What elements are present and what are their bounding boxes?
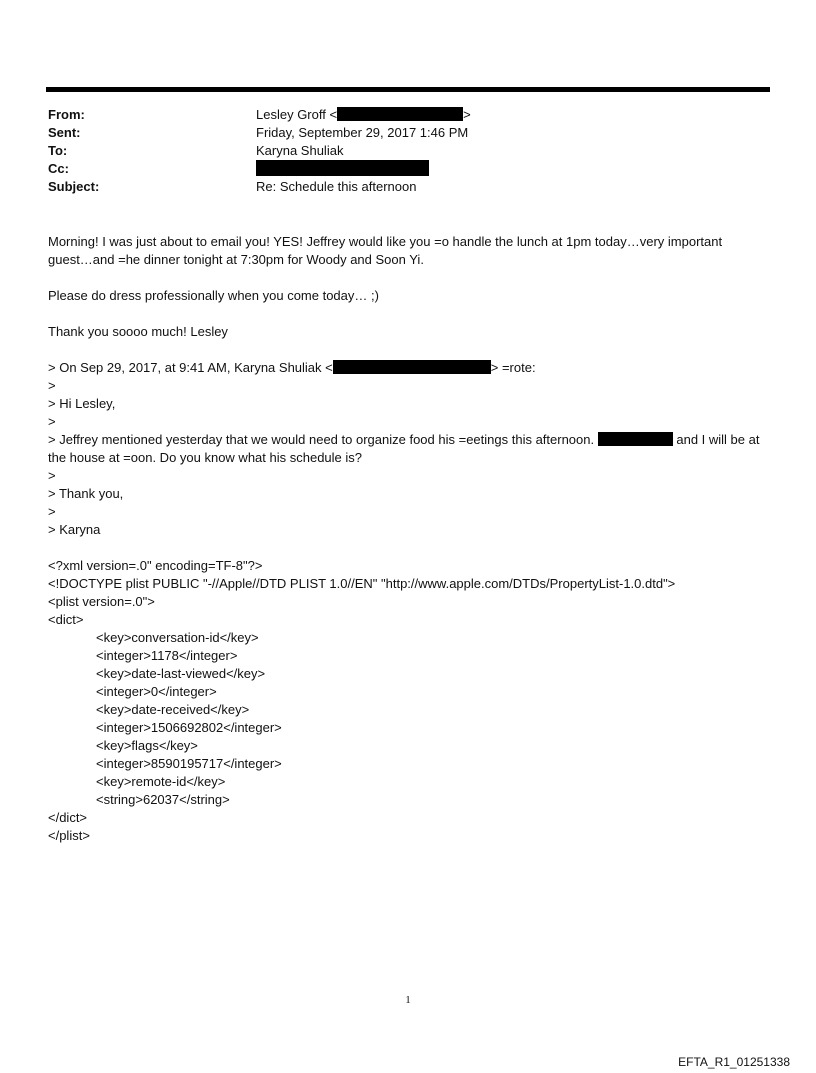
xml-line: <plist version=.0"> <box>48 594 155 609</box>
xml-line: <dict> <box>48 612 84 627</box>
quoted-line: > <box>48 378 56 393</box>
sent-label: Sent: <box>48 125 81 140</box>
body-paragraph: Thank you soooo much! Lesley <box>48 324 228 339</box>
quoted-line <box>48 431 768 467</box>
cc-row <box>48 160 768 178</box>
xml-line: <?xml version=.0" encoding=TF-8"?> <box>48 558 263 573</box>
quote-suffix: > =rote: <box>490 360 536 375</box>
from-close: > <box>463 107 471 122</box>
quote-suffix: and I will be at the house at =oon. Do you know what his schedule is? <box>48 432 760 465</box>
cc-value <box>256 160 429 179</box>
to-row <box>48 142 768 160</box>
redaction-box <box>256 160 429 176</box>
quoted-line: > <box>48 414 56 429</box>
xml-line: </dict> <box>48 810 88 825</box>
quoted-line <box>48 359 768 377</box>
to-value: Karyna Shuliak <box>256 143 344 158</box>
body-paragraph: Morning! I was just about to email you! YES! Jeffrey would like you =o handle the lunch at 1pm today…very important guest…and =he dinner tonight at 7:30pm for Woody and Soon Yi. <box>48 234 723 267</box>
subject-row <box>48 178 768 196</box>
top-rule <box>46 87 770 92</box>
quoted-line: > <box>48 468 56 483</box>
from-value <box>256 106 471 124</box>
xml-line: <integer>1178</integer> <box>96 648 238 663</box>
redaction-box <box>598 432 673 446</box>
from-row <box>48 106 768 124</box>
xml-line: <!DOCTYPE plist PUBLIC "-//Apple//DTD PLIST 1.0//EN" "http://www.apple.com/DTDs/PropertyList-1.0.dtd"> <box>48 576 676 591</box>
xml-line: <string>62037</string> <box>96 792 230 807</box>
quoted-line: > <box>48 504 56 519</box>
xml-line: </plist> <box>48 828 90 843</box>
xml-line: <integer>1506692802</integer> <box>96 720 282 735</box>
from-name: Lesley Groff < <box>256 107 338 122</box>
quote-prefix: > On Sep 29, 2017, at 9:41 AM, Karyna Shuliak < <box>48 360 333 375</box>
xml-line: <integer>0</integer> <box>96 684 217 699</box>
xml-line: <integer>8590195717</integer> <box>96 756 282 771</box>
quoted-line: > Karyna <box>48 522 101 537</box>
body-paragraph: Please do dress professionally when you come today… ;) <box>48 288 379 303</box>
sent-value: Friday, September 29, 2017 1:46 PM <box>256 125 469 140</box>
subject-value: Re: Schedule this afternoon <box>256 179 417 194</box>
redaction-box <box>333 360 491 374</box>
quoted-line: > Hi Lesley, <box>48 396 116 411</box>
redaction-box <box>337 107 463 121</box>
xml-line: <key>date-last-viewed</key> <box>96 666 266 681</box>
xml-line: <key>remote-id</key> <box>96 774 226 789</box>
bates-number: EFTA_R1_01251338 <box>678 1055 790 1069</box>
page-number: 1 <box>405 994 411 1006</box>
xml-line: <key>date-received</key> <box>96 702 250 717</box>
quoted-line: > Thank you, <box>48 486 124 501</box>
sent-row <box>48 124 768 142</box>
email-header <box>48 106 768 196</box>
xml-line: <key>flags</key> <box>96 738 198 753</box>
xml-line: <key>conversation-id</key> <box>96 630 259 645</box>
from-label: From: <box>48 107 85 122</box>
cc-label: Cc: <box>48 161 69 176</box>
email-body <box>48 233 768 845</box>
quote-prefix: > Jeffrey mentioned yesterday that we would need to organize food his =eetings this afternoon. <box>48 432 595 447</box>
to-label: To: <box>48 143 68 158</box>
subject-label: Subject: <box>48 179 100 194</box>
